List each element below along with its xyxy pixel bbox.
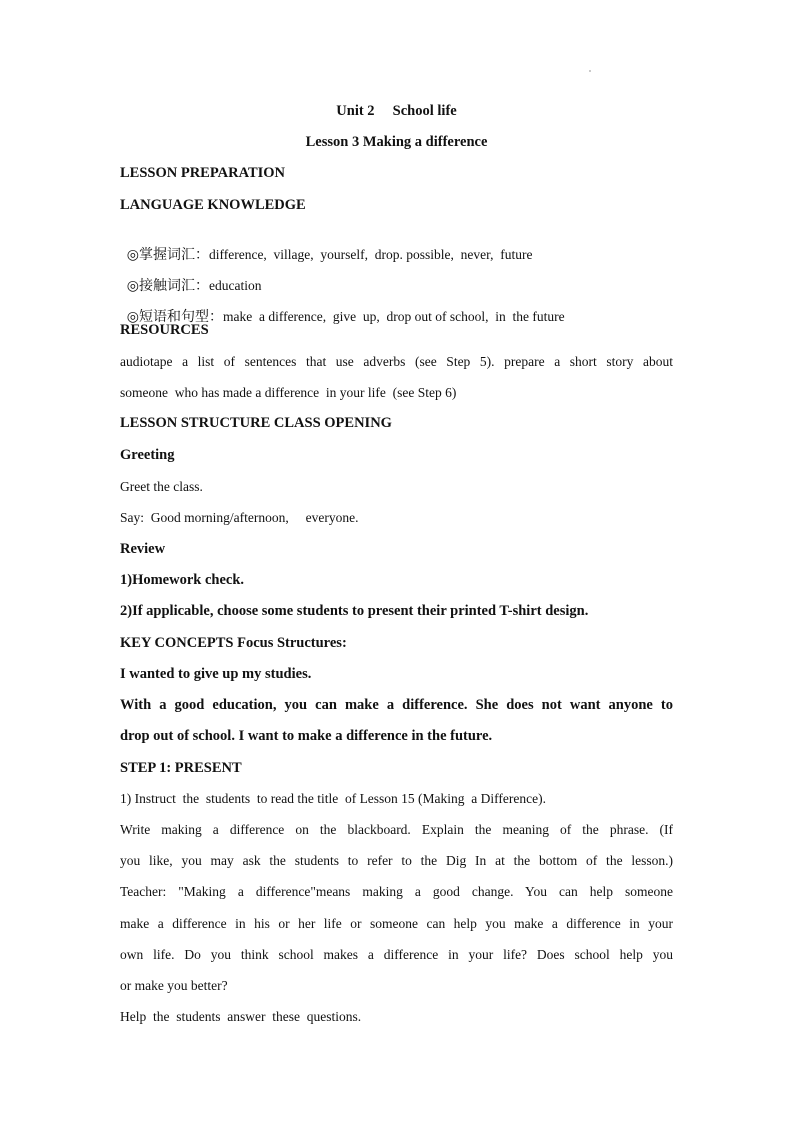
step1-line-8: Help the students answer these questions. xyxy=(120,1009,362,1024)
vocab-master-text: difference, village, yourself, drop. possible, never, future xyxy=(208,247,533,262)
vocab-master-label: ◎掌握词汇： xyxy=(126,247,209,263)
vocab-contact-label: ◎接触词汇： xyxy=(126,278,209,294)
resources-line-1: audiotape a list of sentences that use adverbs (see Step 5). prepare a short story about xyxy=(120,354,673,369)
greeting-line-2: Say: Good morning/afternoon, everyone. xyxy=(120,510,359,525)
phrases-text: make a difference, give up, drop out of school, in the future xyxy=(222,309,565,324)
step1-heading: STEP 1: PRESENT xyxy=(120,760,242,776)
step1-line-5: make a difference in his or her life or someone can help you make a difference in your xyxy=(120,916,673,931)
unit-title: Unit 2 School life xyxy=(336,103,457,119)
step1-line-6: own life. Do you think school makes a difference in your life? Does school help you xyxy=(120,947,673,962)
lesson-title: Lesson 3 Making a difference xyxy=(305,134,488,150)
step1-line-7: or make you better? xyxy=(120,978,228,993)
vocab-contact-text: education xyxy=(208,278,262,293)
focus-structure-3: drop out of school. I want to make a difference in the future. xyxy=(120,728,493,744)
focus-structure-2: With a good education, you can make a difference. She does not want anyone to xyxy=(120,697,673,713)
review-item-2: 2)If applicable, choose some students to present their printed T-shirt design. xyxy=(120,603,589,619)
greeting-heading: Greeting xyxy=(120,447,175,463)
step1-line-4: Teacher: "Making a difference"means making a good change. You can help someone xyxy=(120,884,673,899)
resources-heading: RESOURCES xyxy=(120,322,209,338)
greeting-line-1: Greet the class. xyxy=(120,479,203,494)
phrases-label: ◎短语和句型： xyxy=(126,309,223,325)
step1-line-3: you like, you may ask the students to refer to the Dig In at the bottom of the lesson.) xyxy=(120,853,673,868)
step1-line-2: Write making a difference on the blackboard. Explain the meaning of the phrase. (If xyxy=(120,822,673,837)
scan-speck xyxy=(589,70,591,72)
focus-structure-1: I wanted to give up my studies. xyxy=(120,666,312,682)
review-item-1: 1)Homework check. xyxy=(120,572,245,588)
lesson-structure-heading: LESSON STRUCTURE CLASS OPENING xyxy=(120,415,392,431)
language-knowledge-heading: LANGUAGE KNOWLEDGE xyxy=(120,197,306,213)
key-concepts-heading: KEY CONCEPTS Focus Structures: xyxy=(120,635,347,651)
lesson-preparation-heading: LESSON PREPARATION xyxy=(120,165,286,181)
resources-line-2: someone who has made a difference in your life (see Step 6) xyxy=(120,385,457,400)
step1-line-1: 1) Instruct the students to read the title of Lesson 15 (Making a Difference). xyxy=(120,791,547,806)
review-heading: Review xyxy=(120,541,166,557)
